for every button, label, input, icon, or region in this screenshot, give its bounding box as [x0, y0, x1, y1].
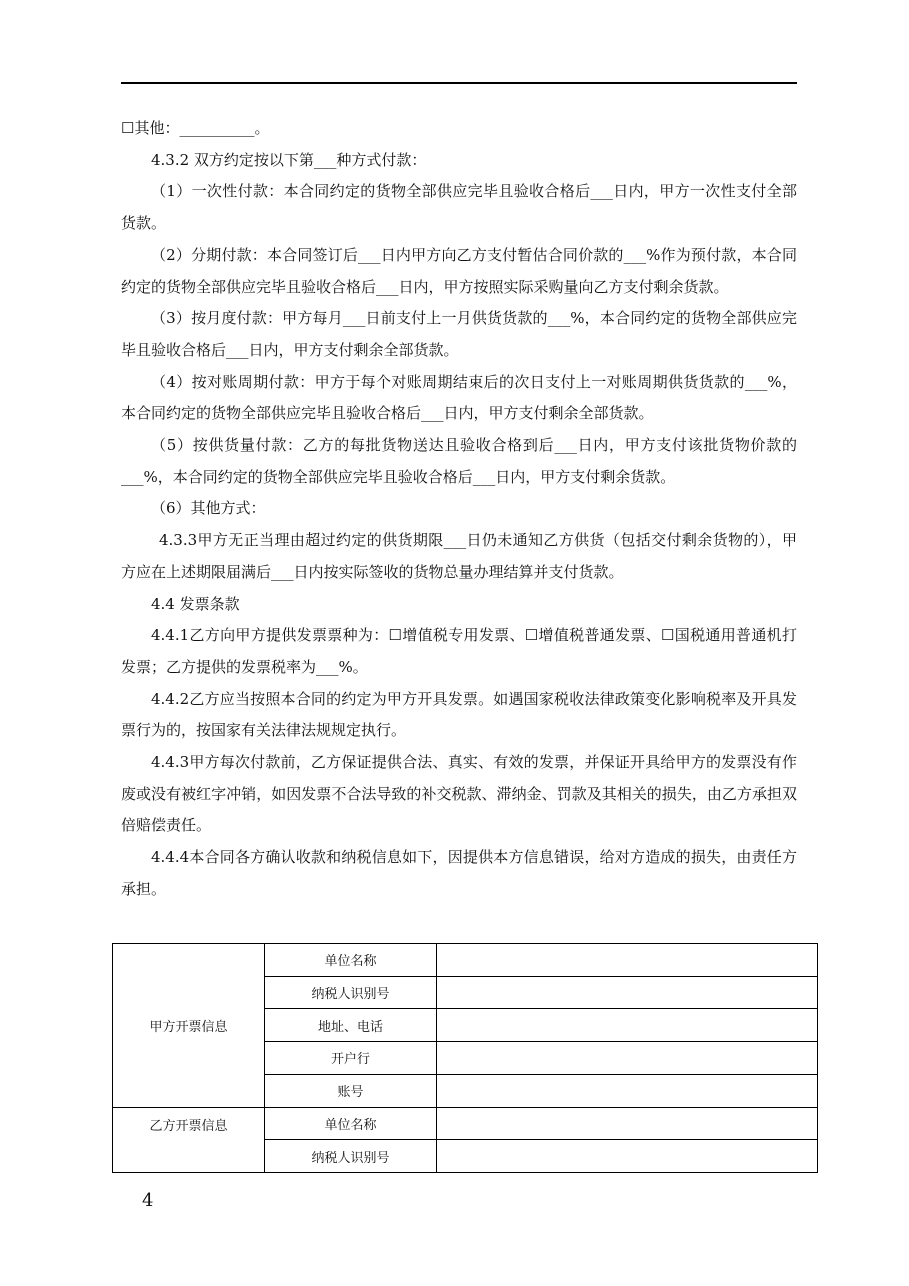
paragraph-installment: （2）分期付款：本合同签订后___日内甲方向乙方支付暂估合同价款的___%作为预付款，本合同约定的货物全部供应完毕且验收合格后___日内，甲方按照实际采购量向乙方支付剩余货款。	[121, 245, 797, 296]
party-b-label: 乙方开票信息	[113, 1107, 265, 1172]
table-row	[113, 944, 818, 977]
paragraph-4-4-2: 4.4.2乙方应当按照本合同的约定为甲方开具发票。如遇国家税收法律政策变化影响税率及开具发票行为的，按国家有关法律法规规定执行。	[121, 689, 797, 740]
paragraph-lump-sum: （1）一次性付款：本合同约定的货物全部供应完毕且验收合格后___日内，甲方一次性支付全部货款。	[121, 182, 797, 233]
field-label: 单位名称	[265, 944, 437, 977]
field-label: 账号	[265, 1074, 437, 1107]
paragraph-4-3-2: 4.3.2 双方约定按以下第___种方式付款：	[151, 150, 427, 169]
paragraph-4-4: 4.4 发票条款	[151, 594, 240, 613]
field-value	[437, 1107, 818, 1140]
field-label: 纳税人识别号	[265, 976, 437, 1009]
paragraph-4-4-3: 4.4.3甲方每次付款前，乙方保证提供合法、真实、有效的发票，并保证开具给甲方的发票没有作废或没有被红字冲销，如因发票不合法导致的补交税款、滞纳金、罚款及其相关的损失，由乙方承担双倍赔偿责任。	[121, 753, 797, 835]
party-a-label: 甲方开票信息	[113, 944, 265, 1108]
field-label: 开户行	[265, 1042, 437, 1075]
field-value	[437, 944, 818, 977]
paragraph-other-method: （6）其他方式：	[151, 499, 266, 518]
paragraph-4-4-4: 4.4.4本合同各方确认收款和纳税信息如下，因提供本方信息错误，给对方造成的损失，由责任方承担。	[121, 848, 797, 898]
field-label: 单位名称	[265, 1107, 437, 1140]
field-value	[437, 1140, 818, 1173]
invoice-info-table	[112, 943, 818, 1173]
header-rule	[121, 82, 797, 84]
paragraph-4-3-3: 4.3.3甲方无正当理由超过约定的供货期限___日仍未通知乙方供货（包括交付剩余货物的），甲方应在上述期限届满后___日内按实际签收的货物总量办理结算并支付货款。	[121, 531, 797, 581]
document-body	[121, 113, 797, 906]
page-number: 4	[142, 1190, 154, 1211]
field-value	[437, 1009, 818, 1042]
field-label: 地址、电话	[265, 1009, 437, 1042]
field-value	[437, 976, 818, 1009]
paragraph-reconciliation: （4）按对账周期付款：甲方于每个对账周期结束后的次日支付上一对账周期供货货款的___%，本合同约定的货物全部供应完毕且验收合格后___日内，甲方支付剩余全部货款。	[121, 372, 797, 423]
field-value	[437, 1074, 818, 1107]
paragraph-monthly: （3）按月度付款：甲方每月___日前支付上一月供货货款的___%，本合同约定的货物全部供应完毕且验收合格后___日内，甲方支付剩余全部货款。	[121, 309, 797, 359]
field-value	[437, 1042, 818, 1075]
field-label: 纳税人识别号	[265, 1140, 437, 1173]
table-row	[113, 1107, 818, 1140]
paragraph-other: ☐其他：__________。	[121, 119, 270, 137]
paragraph-4-4-1: 4.4.1乙方向甲方提供发票票种为：☐增值税专用发票、☐增值税普通发票、☐国税通用普通机打发票；乙方提供的发票税率为___%。	[121, 626, 797, 676]
paragraph-by-quantity: （5）按供货量付款：乙方的每批货物送达且验收合格到后___日内，甲方支付该批货物价款的___%，本合同约定的货物全部供应完毕且验收合格后___日内，甲方支付剩余货款。	[121, 436, 797, 486]
